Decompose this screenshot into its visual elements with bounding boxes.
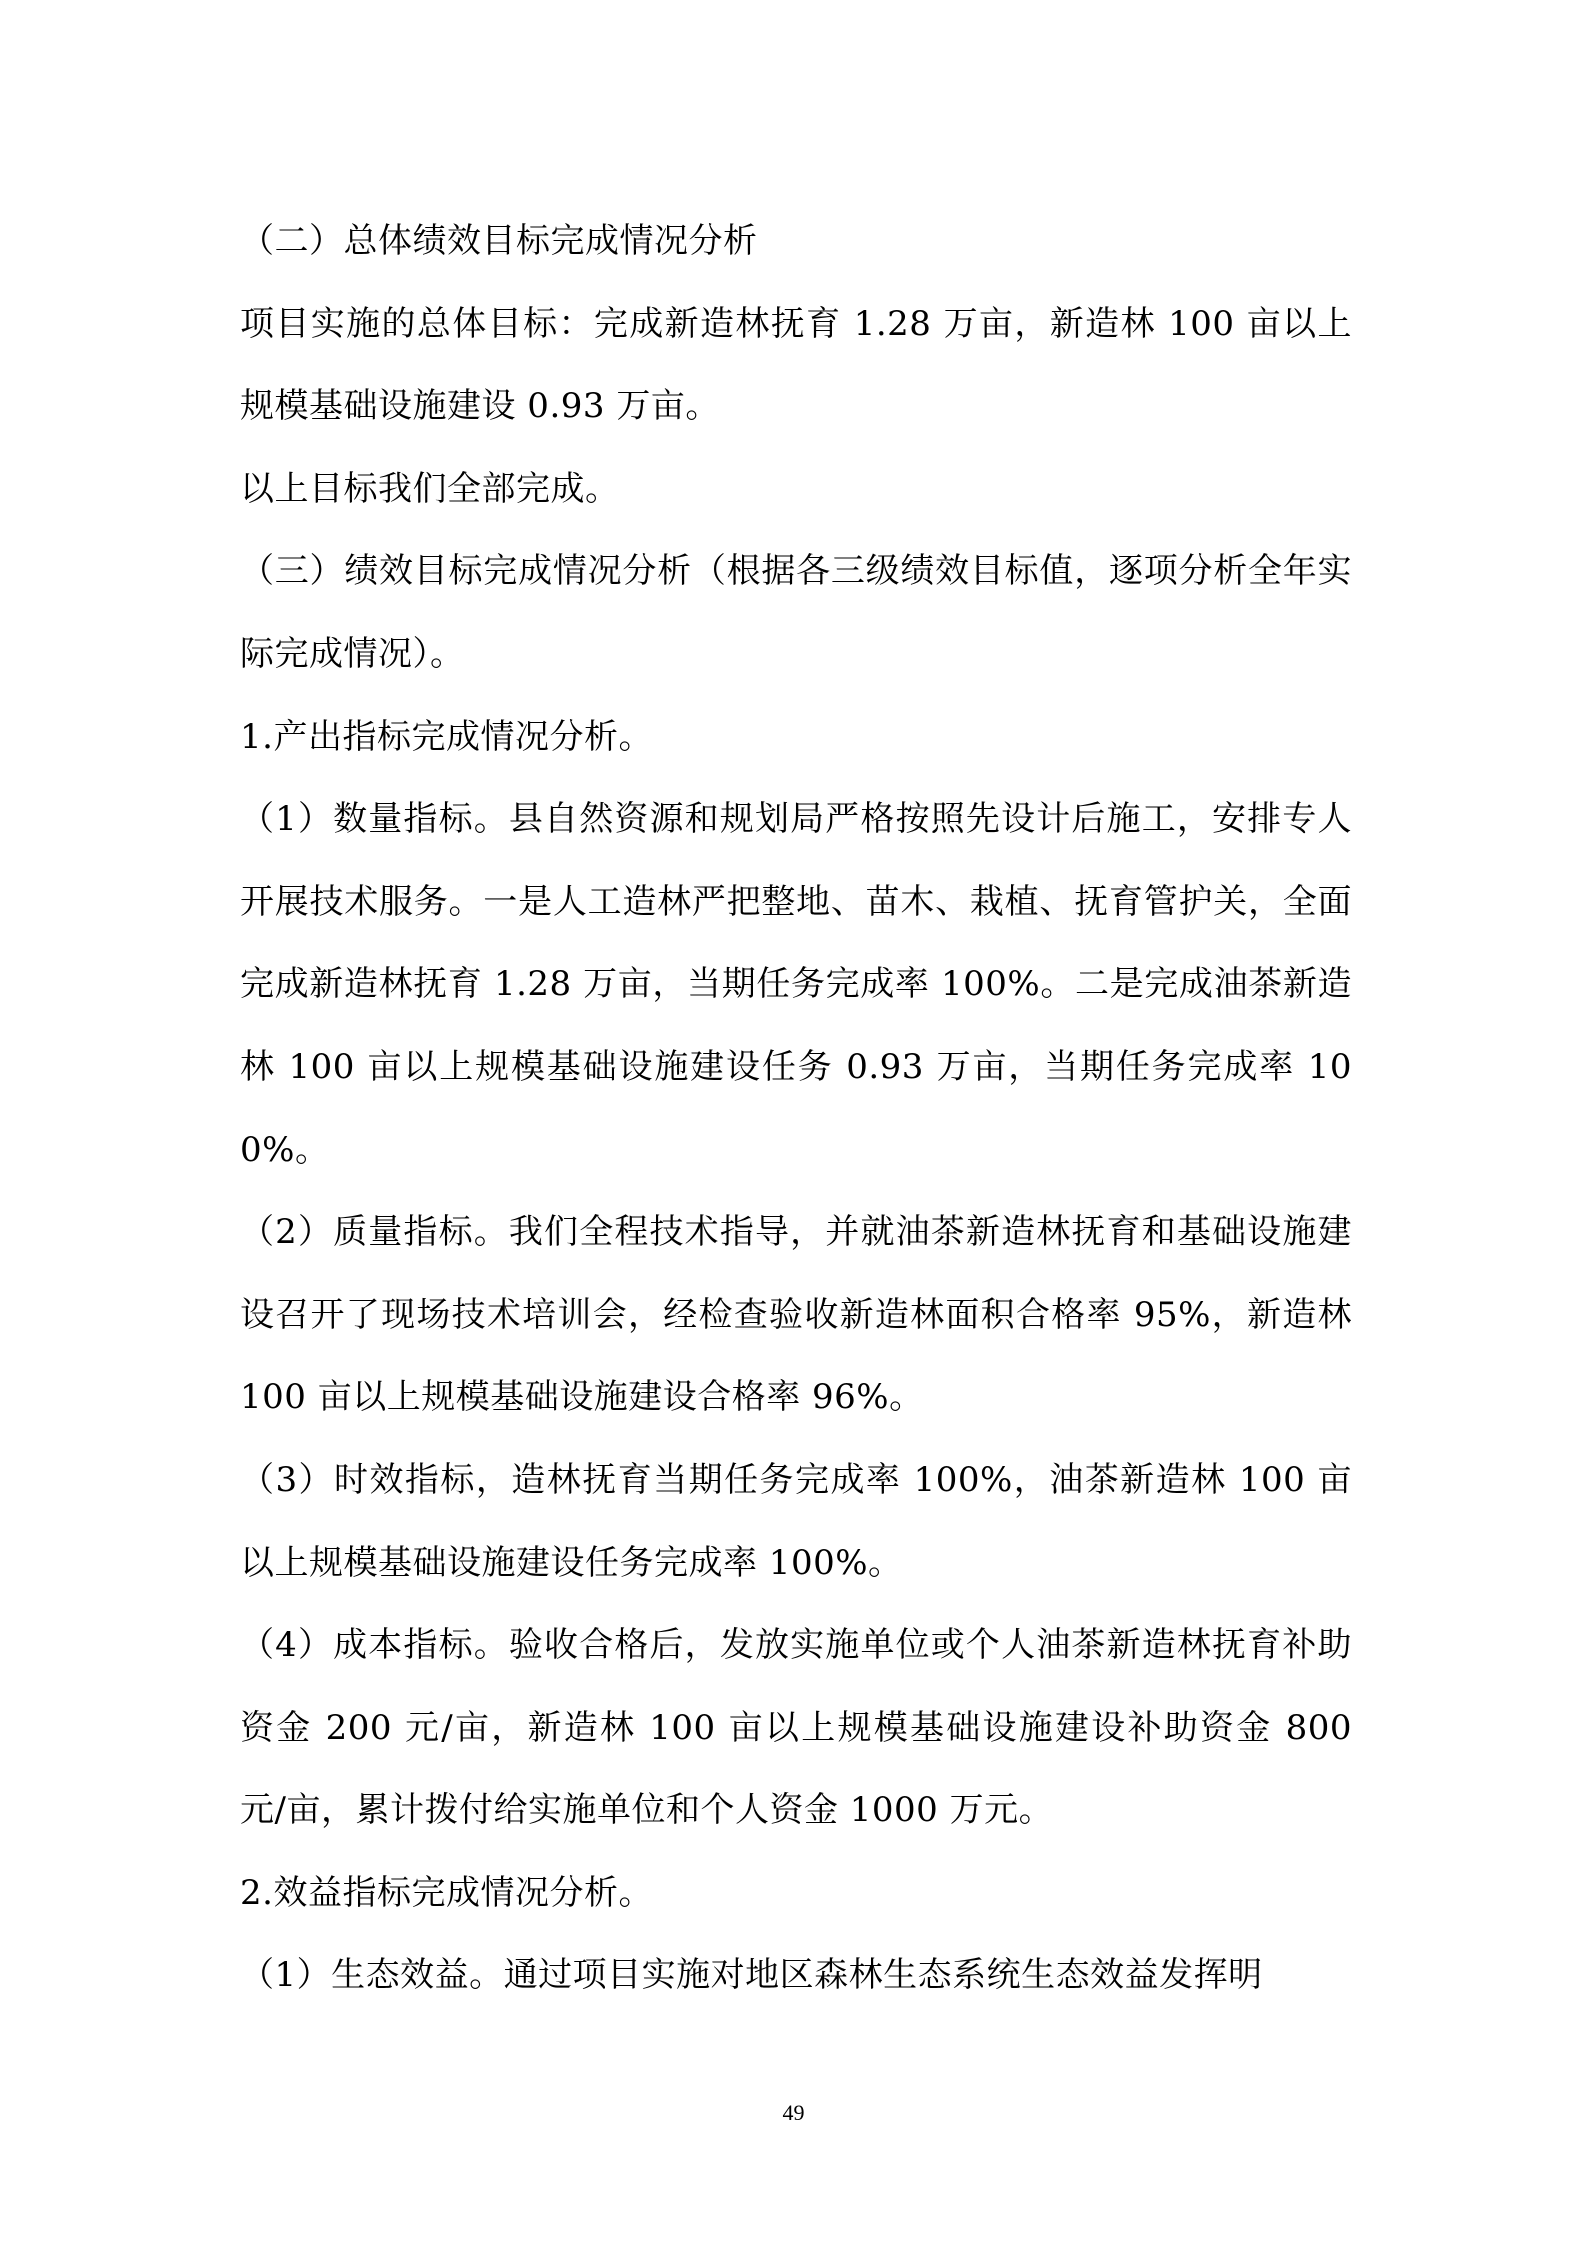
section-heading-goal-analysis: （三）绩效目标完成情况分析（根据各三级绩效目标值，逐项分析全年实际完成情况）。 bbox=[240, 551, 1352, 674]
paragraph-quality-indicator: （2）质量指标。我们全程技术指导，并就油茶新造林抚育和基础设施建设召开了现场技术培训会，经检查验收新造林面积合格率 95%，新造林 100 亩以上规模基础设施建设合格率 96%。 bbox=[240, 1212, 1352, 1418]
paragraph-overall-target: 项目实施的总体目标：完成新造林抚育 1.28 万亩，新造林 100 亩以上规模基础设施建设 0.93 万亩。 bbox=[240, 303, 1352, 427]
page-body bbox=[240, 200, 1352, 2017]
paragraph-quantity-indicator: （1）数量指标。县自然资源和规划局严格按照先设计后施工，安排专人开展技术服务。一是人工造林严把整地、苗木、栽植、抚育管护关，全面完成新造林抚育 1.28 万亩，当期任务完成率 100%。二是完成油茶新造林 100 亩以上规模基础设施建设任务 0.93 万亩，当期任务完成率 100%。 bbox=[240, 799, 1352, 1170]
subheading-benefit-indicators: 2.效益指标完成情况分析。 bbox=[240, 1872, 653, 1913]
paragraph-goals-completed: 以上目标我们全部完成。 bbox=[240, 468, 620, 509]
page-number: 49 bbox=[782, 2100, 805, 2125]
paragraph-cost-indicator: （4）成本指标。验收合格后，发放实施单位或个人油茶新造林抚育补助资金 200 元/亩，新造林 100 亩以上规模基础设施建设补助资金 800 元/亩，累计拨付给实施单位和个人资金 1000 万元。 bbox=[240, 1625, 1352, 1831]
paragraph-timeliness-indicator: （3）时效指标，造林抚育当期任务完成率 100%，油茶新造林 100 亩以上规模基础设施建设任务完成率 100%。 bbox=[240, 1459, 1352, 1583]
subheading-output-indicators: 1.产出指标完成情况分析。 bbox=[240, 716, 653, 757]
section-heading-overall-goals: （二）总体绩效目标完成情况分析 bbox=[240, 221, 758, 261]
paragraph-ecological-benefit: （1）生态效益。通过项目实施对地区森林生态系统生态效益发挥明 bbox=[240, 1955, 1263, 1996]
